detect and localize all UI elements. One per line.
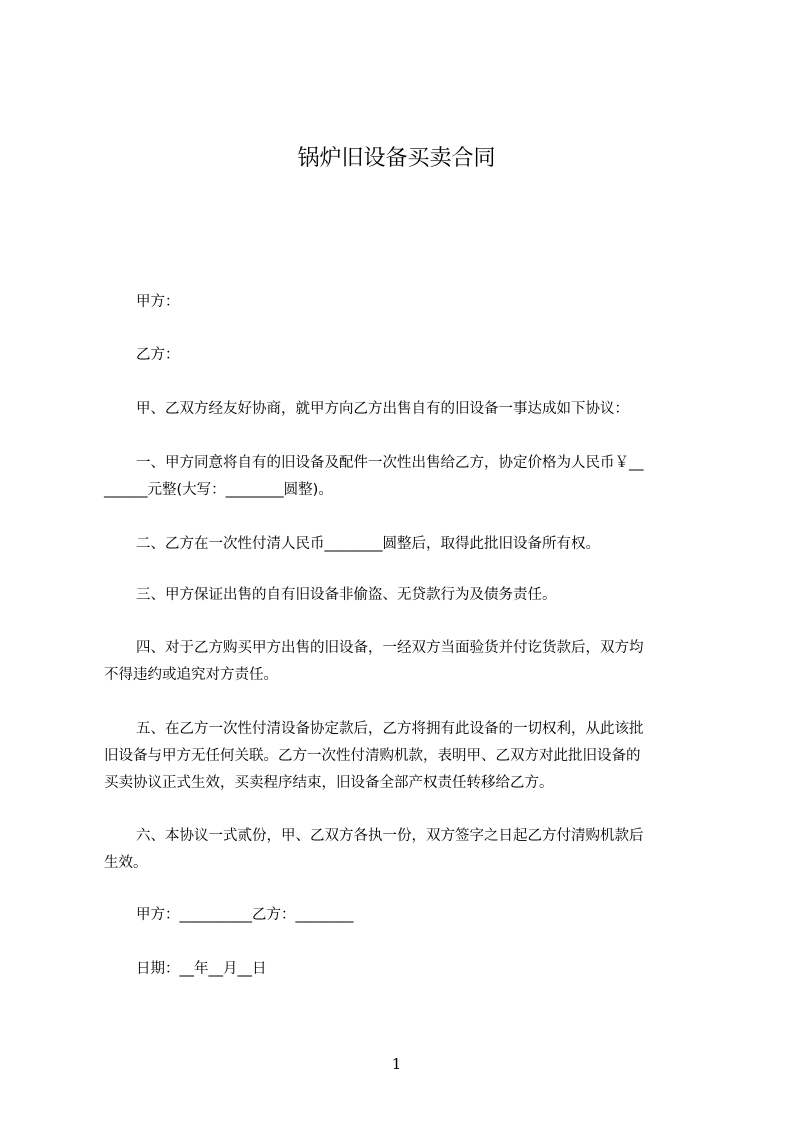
date-line: 日期：__年__月__日: [136, 961, 267, 977]
clause-3: 三、甲方保证出售的自有旧设备非偷盗、无贷款行为及债务责任。: [136, 587, 557, 603]
document-title: 锅炉旧设备买卖合同: [297, 146, 496, 171]
clause-1-line-1: 一、甲方同意将自有的旧设备及配件一次性出售给乙方，协定价格为人民币￥__: [136, 455, 644, 471]
signature-line: 甲方：__________乙方：________: [136, 907, 354, 923]
clause-1-line-2: ______元整(大写：________圆整)。: [104, 482, 333, 498]
clause-5-line-2: 旧设备与甲方无任何关联。乙方一次性付清购机款，表明甲、乙双方对此批旧设备的: [104, 748, 641, 764]
clause-6-line-2: 生效。: [104, 855, 148, 871]
clause-6-line-1: 六、本协议一式贰份，甲、乙双方各执一份，双方签字之日起乙方付清购机款后: [136, 828, 644, 844]
clause-2: 二、乙方在一次性付清人民币________圆整后，取得此批旧设备所有权。: [136, 536, 600, 552]
clause-5-line-3: 买卖协议正式生效，买卖程序结束，旧设备全部产权责任转移给乙方。: [104, 775, 554, 791]
clause-4-line-2: 不得违约或追究对方责任。: [104, 667, 278, 683]
intro-paragraph: 甲、乙双方经友好协商，就甲方向乙方出售自有的旧设备一事达成如下协议：: [136, 401, 629, 417]
clause-4-line-1: 四、对于乙方购买甲方出售的旧设备，一经双方当面验货并付讫货款后，双方均: [136, 640, 644, 656]
party-a-label: 甲方：: [136, 294, 180, 310]
party-b-label: 乙方：: [136, 347, 180, 363]
page-number: 1: [391, 1055, 402, 1073]
clause-5-line-1: 五、在乙方一次性付清设备协定款后，乙方将拥有此设备的一切权利，从此该批: [136, 721, 644, 737]
